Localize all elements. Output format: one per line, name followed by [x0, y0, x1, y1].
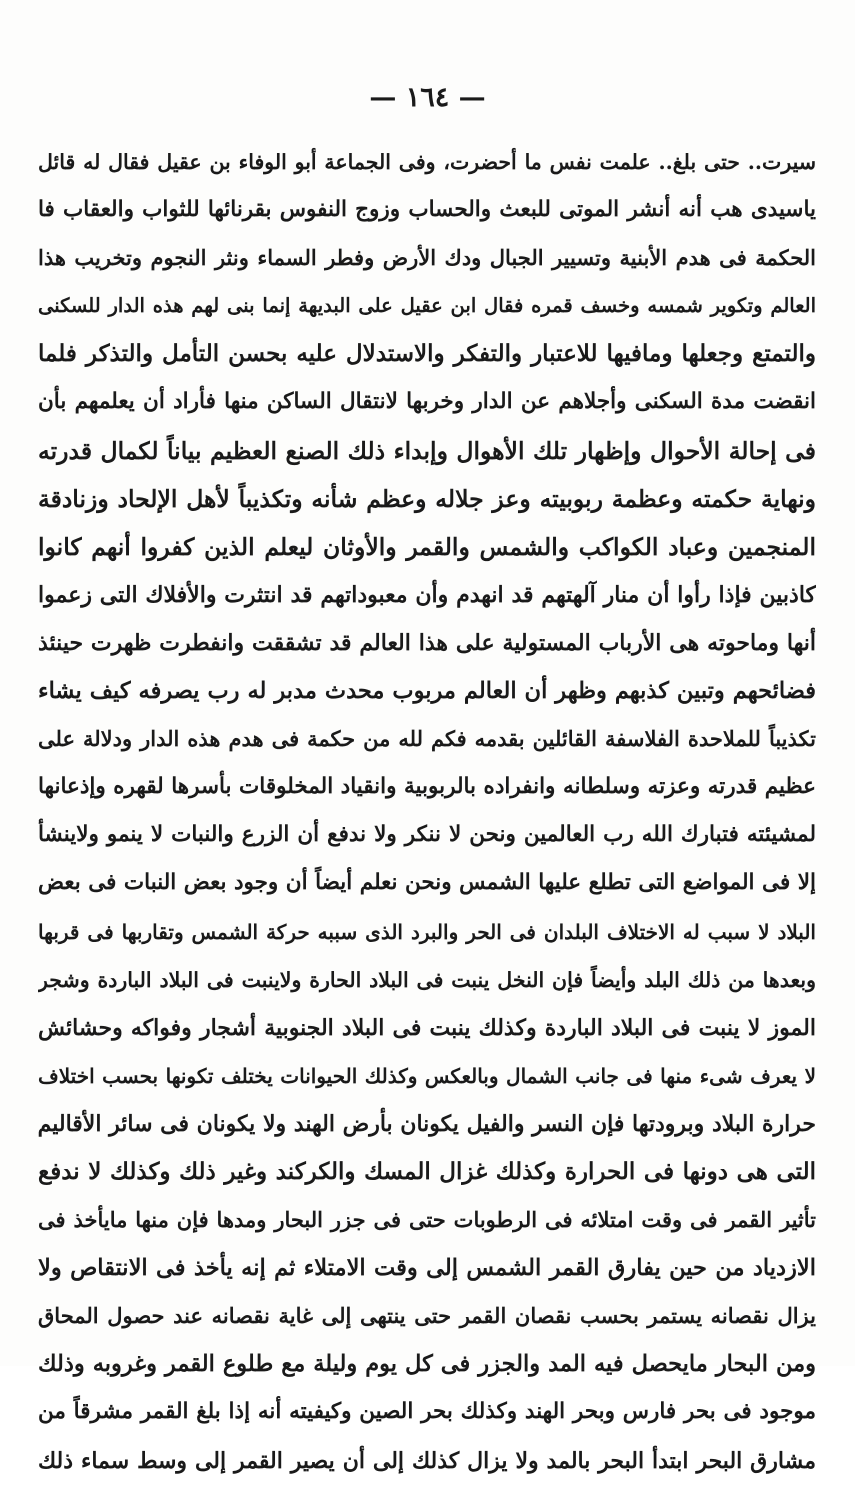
text-line: فضائحهم وتبين كذبهم وظهر أن العالم مربوب محدث مدبر له رب يصرفه كيف يشاء: [38, 678, 816, 705]
text-line: كاذبين فإذا رأوا أن منار آلهتهم قد انهدم وأن معبوداتهم قد انتثرت والأفلاك التى زعموا: [38, 581, 816, 608]
text-line: ومن البحار مايحصل فيه المد والجزر فى كل يوم وليلة مع طلوع القمر وغروبه وذلك: [38, 1351, 816, 1378]
text-line: البلاد لا سبب له الاختلاف البلدان فى الحر والبرد الذى سببه حركة الشمس وتقاربها فى قربها: [38, 919, 816, 944]
text-line: والتمتع وجعلها ومافيها للاعتبار والتفكر والاستدلال عليه بحسن التأمل والتذكر فلما: [38, 340, 816, 368]
body-text: [38, 140, 816, 1487]
text-line: تكذيباً للملاحدة الفلاسفة القائلين بقدمه فكم لله من حكمة فى هدم هذه الدار ودلالة على: [38, 726, 816, 752]
text-line: العالم وتكوير شمسه وخسف قمره فقال ابن عقيل على البديهة إنما بنى لهم هذه الدار للسكنى: [38, 294, 816, 318]
text-line: حرارة البلاد وبرودتها فإن النسر والفيل يكونان بأرض الهند ولا يكونان فى سائر الأقاليم: [38, 1110, 816, 1137]
text-line: مشارق البحر ابتدأ البحر بالمد ولا يزال كذلك إلى أن يصير القمر إلى وسط سماء ذلك: [38, 1447, 816, 1474]
page-number: — ١٦٤ —: [369, 82, 486, 113]
text-line: إلا فى المواضع التى تطلع عليها الشمس ونحن نعلم أيضاً أن وجود بعض النبات فى بعض: [38, 870, 816, 896]
text-line: انقضت مدة السكنى وأجلاهم عن الدار وخربها لانتقال الساكن منها فأراد أن يعلمهم بأن: [38, 389, 816, 415]
text-line: ياسيدى هب أنه أنشر الموتى للبعث والحساب وزوج النفوس بقرنائها للثواب والعقاب فا: [38, 197, 816, 223]
text-line: عظيم قدرته وعزته وسلطانه وانفراده بالربوبية وانقياد المخلوقات بأسرها لقهره وإذعانها: [38, 774, 816, 800]
text-line: وبعدها من ذلك البلد وأيضاً فإن النخل ينبت فى البلاد الحارة ولاينبت فى البلاد الباردة وشجر: [38, 967, 816, 992]
text-line: سيرت.. حتى بلغ.. علمت نفس ما أحضرت، وفى الجماعة أبو الوفاء بن عقيل فقال له قائل: [38, 150, 816, 174]
text-line: الازدياد من حين يفارق القمر الشمس إلى وقت الامتلاء ثم إنه يأخذ فى الانتقاص ولا: [38, 1255, 816, 1282]
text-line: المنجمين وعباد الكواكب والشمس والقمر والأوثان ليعلم الذين كفروا أنهم كانوا: [38, 532, 816, 561]
text-line: التى هى دونها فى الحرارة وكذلك غزال المسك والكركند وغير ذلك وكذلك لا ندفع: [38, 1157, 816, 1185]
text-line: يزال نقصانه يستمر بحسب نقصان القمر حتى ينتهى إلى غاية نقصانه عند حصول المحاق: [38, 1303, 816, 1329]
text-line: لا يعرف شىء منها فى جانب الشمال وبالعكس وكذلك الحيوانات يختلف تكونها بحسب اختلاف: [38, 1063, 816, 1088]
text-line: موجود فى بحر فارس وبحر الهند وكذلك بحر الصين وكيفيته أنه إذا بلغ القمر مشرقاً من: [38, 1399, 816, 1425]
text-line: لمشيئته فتبارك الله رب العالمين ونحن لا ننكر ولا ندفع أن الزرع والنبات لا ينمو ولاينشأ: [38, 822, 816, 848]
text-line: الموز لا ينبت فى البلاد الباردة وكذلك ينبت فى البلاد الجنوبية أشجار وفواكه وحشائش: [38, 1014, 816, 1041]
text-line: تأثير القمر فى وقت امتلائه فى الرطوبات حتى فى جزر البحار ومدها فإن منها مايأخذ فى: [38, 1207, 816, 1233]
text-line: الحكمة فى هدم الأبنية وتسيير الجبال ودك الأرض وفطر السماء ونثر النجوم وتخريب هذا: [38, 245, 816, 271]
text-line: ونهاية حكمته وعظمة ربوبيته وعز جلاله وعظم شأنه وتكذيباً لأهل الإلحاد وزنادقة: [38, 484, 816, 513]
text-line: أنها وماحوته هى الأرباب المستولية على هذا العالم قد تشققت وانفطرت ظهرت حينئذ: [38, 629, 816, 656]
text-line: فى إحالة الأحوال وإظهار تلك الأهوال وإبداء ذلك الصنع العظيم بياناً لكمال قدرته: [38, 436, 816, 465]
